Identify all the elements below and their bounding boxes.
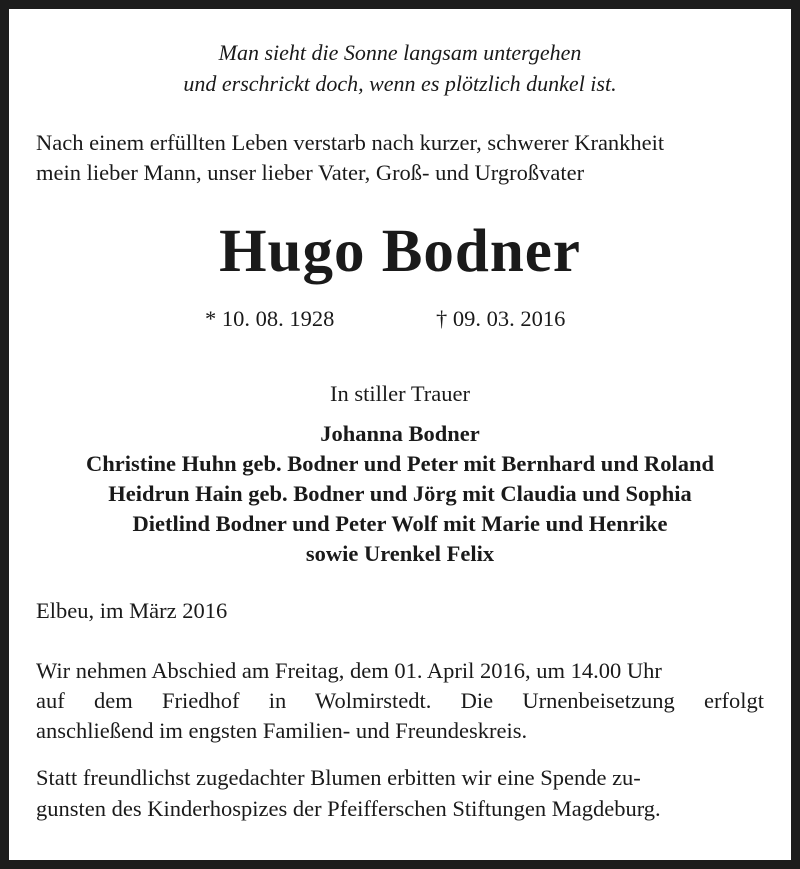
deceased-name: Hugo Bodner: [219, 218, 581, 285]
family-line: Dietlind Bodner und Peter Wolf mit Marie und Henrike: [132, 511, 668, 536]
death-date: † 09. 03. 2016: [436, 306, 566, 331]
donation-line-2: gunsten des Kinderhospizes der Pfeifferschen Stiftungen Magdeburg.: [36, 796, 661, 821]
intro-line-1: Nach einem erfüllten Leben verstarb nach kurzer, schwerer Krankheit: [36, 130, 665, 155]
family-line: Christine Huhn geb. Bodner und Peter mit Bernhard und Roland: [85, 451, 715, 476]
birth-date: * 10. 08. 1928: [205, 306, 335, 331]
donation-line-1: Statt freundlichst zugedachter Blumen erbitten wir eine Spende zu-: [36, 765, 641, 790]
motto-line-2: und erschrickt doch, wenn es plötzlich dunkel ist.: [183, 71, 617, 96]
intro-line-2: mein lieber Mann, unser lieber Vater, Groß- und Urgroßvater: [36, 160, 585, 185]
place-date: Elbeu, im März 2016: [36, 598, 228, 623]
funeral-line-3: anschließend im engsten Familien- und Freundeskreis.: [36, 718, 528, 743]
mourning-heading: In stiller Trauer: [330, 381, 470, 406]
family-line: sowie Urenkel Felix: [305, 541, 495, 566]
family-line: Johanna Bodner: [320, 421, 480, 446]
family-line: Heidrun Hain geb. Bodner und Jörg mit Claudia und Sophia: [108, 481, 692, 506]
funeral-line-2: auf dem Friedhof in Wolmirstedt. Die Urnenbeisetzung erfolgt: [36, 688, 764, 713]
motto-line-1: Man sieht die Sonne langsam untergehen: [218, 40, 582, 65]
funeral-line-1: Wir nehmen Abschied am Freitag, dem 01. April 2016, um 14.00 Uhr: [36, 658, 662, 683]
